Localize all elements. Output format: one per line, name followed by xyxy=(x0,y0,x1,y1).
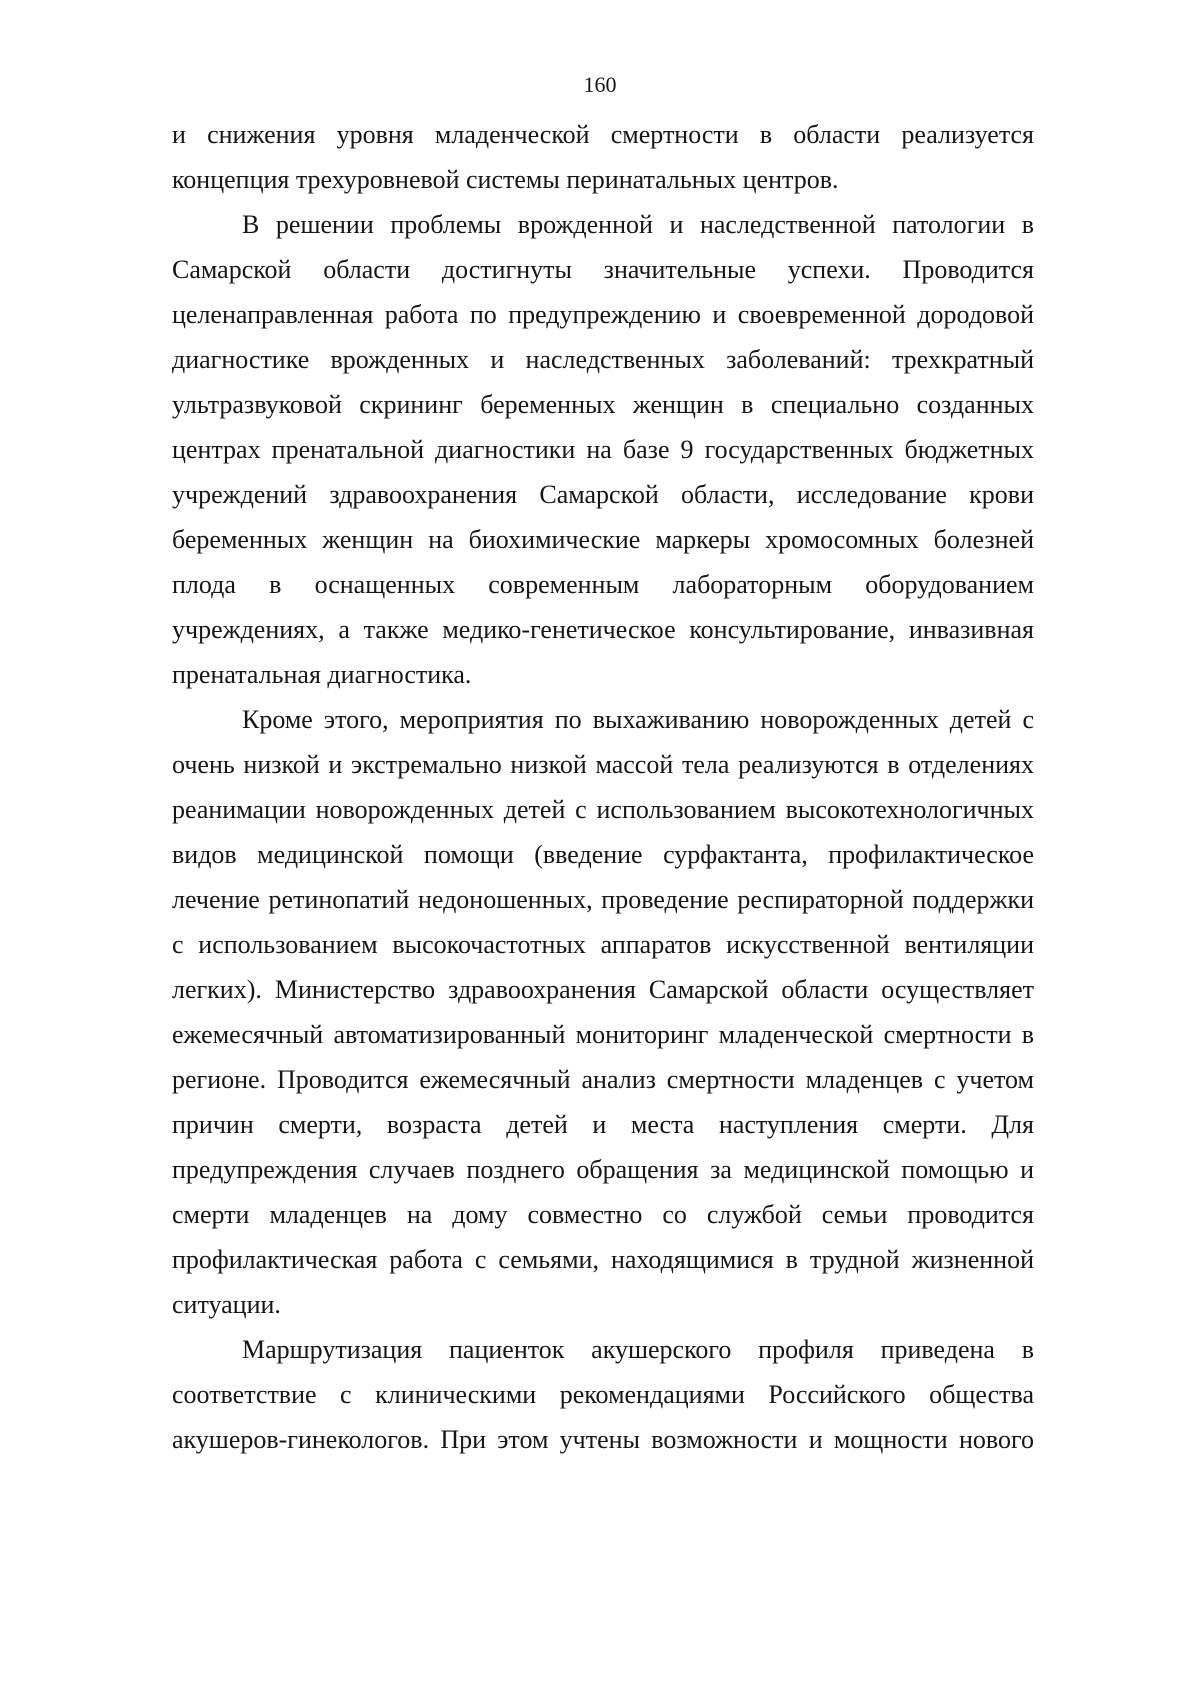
paragraph-newborn-care: Кроме этого, мероприятия по выхаживанию новорожденных детей с очень низкой и экстремально низкой массой тела реализуются в отделениях реанимации новорожденных детей с использованием высокотехнологичных видов медицинской помощи (введение сурфактанта, профилактическое лечение ретинопатий недоношенных, проведение респираторной поддержки с использованием высокочастотных аппаратов искусственной вентиляции легких). Министерство здравоохранения Самарской области осуществляет ежемесячный автоматизированный мониторинг младенческой смертности в регионе. Проводится ежемесячный анализ смертности младенцев с учетом причин смерти, возраста детей и места наступления смерти. Для предупреждения случаев позднего обращения за медицинской помощью и смерти младенцев на дому совместно со службой семьи проводится профилактическая работа с семьями, находящимися в трудной жизненной ситуации. xyxy=(172,705,1034,1319)
document-body xyxy=(172,112,1034,1462)
paragraph-patient-routing: Маршрутизация пациенток акушерского профиля приведена в соответствие с клиническими рекомендациями Российского общества акушеров-гинекологов. При этом учтены возможности и мощности нового xyxy=(172,1335,1034,1454)
paragraph-congenital-pathology: В решении проблемы врожденной и наследственной патологии в Самарской области достигнуты значительные успехи. Проводится целенаправленная работа по предупреждению и своевременной дородовой диагностике врожденных и наследственных заболеваний: трехкратный ультразвуковой скрининг беременных женщин в специально созданных центрах пренатальной диагностики на базе 9 государственных бюджетных учреждений здравоохранения Самарской области, исследование крови беременных женщин на биохимические маркеры хромосомных болезней плода в оснащенных современным лабораторным оборудованием учреждениях, а также медико-генетическое консультирование, инвазивная пренатальная диагностика. xyxy=(172,210,1034,689)
paragraph-continuation: и снижения уровня младенческой смертности в области реализуется концепция трехуровневой системы перинатальных центров. xyxy=(172,120,1034,194)
page-number: 160 xyxy=(583,72,617,97)
